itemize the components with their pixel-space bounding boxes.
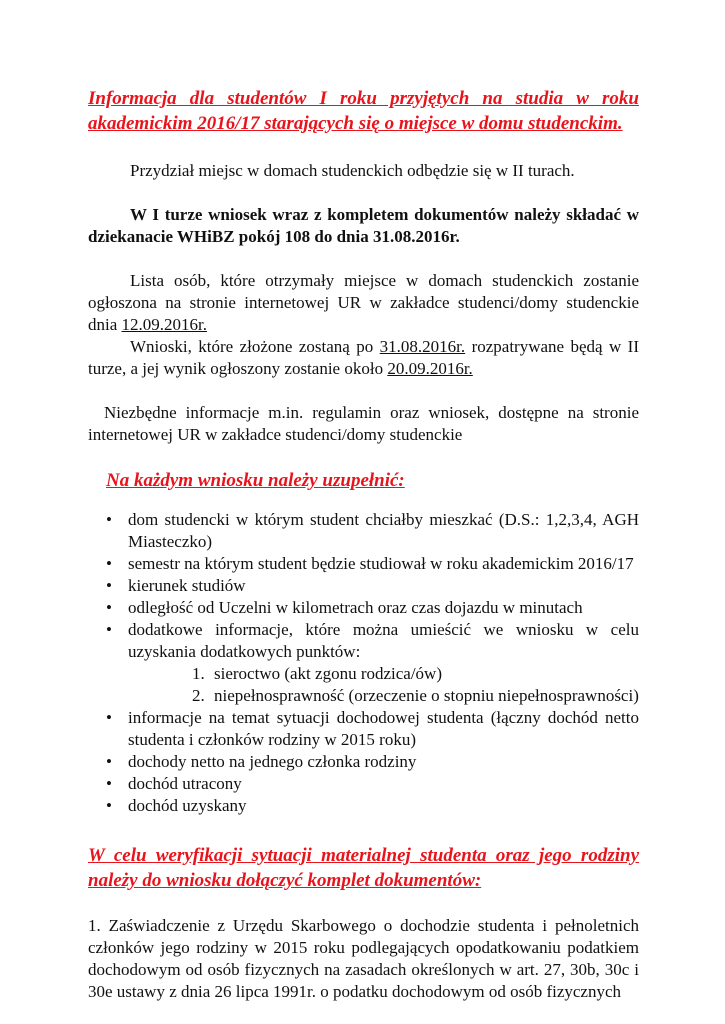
paragraph-turns: Przydział miejsc w domach studenckich odbędzie się w II turach. bbox=[130, 161, 575, 180]
sub-list-item bbox=[192, 685, 639, 707]
second-round-text-a: Wnioski, które złożone zostaną po bbox=[130, 337, 380, 356]
second-round-text-b: rozpatrywane będą w II turze, a jej wynik ogłoszony zostanie około bbox=[88, 337, 639, 378]
section-heading-documents bbox=[88, 843, 639, 893]
section-heading-form-fields: Na każdym wniosku należy uzupełnić: bbox=[106, 470, 405, 491]
list-item bbox=[88, 575, 639, 597]
first-round-line-1: W I turze wniosek wraz z kompletem dokumentów należy składać w bbox=[130, 205, 639, 224]
list-item bbox=[88, 795, 639, 817]
sub-item-number: 1. bbox=[192, 664, 205, 683]
bullet-icon: • bbox=[106, 620, 112, 639]
sub-item-number: 2. bbox=[192, 686, 205, 705]
bullet-icon: • bbox=[106, 774, 112, 793]
bullet-icon: • bbox=[106, 554, 112, 573]
document-content bbox=[88, 86, 639, 1003]
list-item bbox=[88, 597, 639, 619]
title-line-2: akademickim 2016/17 starających się o miejsce w domu studenckim. bbox=[88, 113, 623, 134]
paragraph-list-announcement bbox=[88, 270, 639, 336]
list-item-text: dochód utracony bbox=[128, 774, 242, 793]
bullet-icon: • bbox=[106, 510, 112, 529]
paragraph-second-round bbox=[88, 336, 639, 380]
list-item-text: informacje na temat sytuacji dochodowej studenta (łączny dochód netto studenta i członków rodziny w 2015 roku) bbox=[128, 708, 639, 749]
sub-item-text: niepełnosprawność (orzeczenie o stopniu niepełnosprawności) bbox=[214, 686, 639, 705]
title-line-1: Informacja dla studentów I roku przyjętych na studia w roku bbox=[88, 88, 639, 109]
documents-heading-line-2: należy do wniosku dołączyć komplet dokumentów: bbox=[88, 870, 482, 891]
result-date: 20.09.2016r. bbox=[387, 359, 473, 378]
page-title bbox=[88, 86, 639, 136]
first-round-line-2: dziekanacie WHiBZ pokój 108 do dnia 31.08.2016r. bbox=[88, 227, 460, 246]
list-item bbox=[88, 553, 639, 575]
bullet-icon: • bbox=[106, 796, 112, 815]
extra-points-list bbox=[128, 663, 639, 707]
bullet-icon: • bbox=[106, 752, 112, 771]
sub-list-item bbox=[192, 663, 639, 685]
bullet-icon: • bbox=[106, 576, 112, 595]
list-item bbox=[88, 707, 639, 751]
list-item-text: semestr na którym student będzie studiował w roku akademickim 2016/17 bbox=[128, 554, 634, 573]
list-item bbox=[88, 619, 639, 707]
documents-heading-line-1: W celu weryfikacji sytuacji materialnej studenta oraz jego rodziny bbox=[88, 845, 639, 866]
list-item-text: dochody netto na jednego członka rodziny bbox=[128, 752, 417, 771]
form-fields-list bbox=[88, 509, 639, 817]
paragraph-tax-certificate: 1. Zaświadczenie z Urzędu Skarbowego o dochodzie studenta i pełnoletnich członków jego rodziny w 2015 roku podlegających opodatkowaniu podatkiem dochodowym od osób fizycznych na zasadach określonych w art. 27, 30b, 30c i 30e ustawy z dnia 26 lipca 1991r. o podatku dochodowym od osób fizycznych bbox=[88, 916, 639, 1001]
list-item-text: dom studencki w którym student chciałby mieszkać (D.S.: 1,2,3,4, AGH Miasteczko) bbox=[128, 510, 639, 551]
deadline-date: 31.08.2016r. bbox=[379, 337, 466, 356]
bullet-icon: • bbox=[106, 598, 112, 617]
list-item bbox=[88, 773, 639, 795]
paragraph-info: Niezbędne informacje m.in. regulamin oraz wniosek, dostępne na stronie internetowej UR w zakładce studenci/domy studenckie bbox=[88, 403, 639, 444]
list-announcement-text: Lista osób, które otrzymały miejsce w domach studenckich zostanie ogłoszona na stronie internetowej UR w zakładce studenci/domy studenckie dnia bbox=[88, 271, 639, 334]
sub-item-text: sieroctwo (akt zgonu rodzica/ów) bbox=[214, 664, 442, 683]
bullet-icon: • bbox=[106, 708, 112, 727]
list-item-text: dodatkowe informacje, które można umieścić we wniosku w celu uzyskania dodatkowych punktów: bbox=[128, 620, 639, 661]
list-item bbox=[88, 509, 639, 553]
paragraph-first-round bbox=[88, 204, 639, 248]
announcement-date: 12.09.2016r. bbox=[121, 315, 208, 334]
list-item-text: odległość od Uczelni w kilometrach oraz czas dojazdu w minutach bbox=[128, 598, 583, 617]
list-item-text: dochód uzyskany bbox=[128, 796, 247, 815]
list-item-text: kierunek studiów bbox=[128, 576, 246, 595]
list-item bbox=[88, 751, 639, 773]
